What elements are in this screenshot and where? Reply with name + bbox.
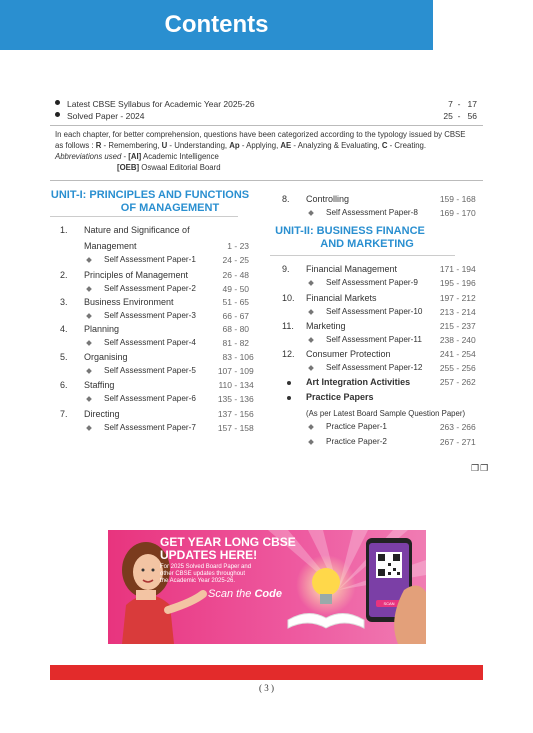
self-assessment-page-range: 169 - 170 — [436, 208, 484, 218]
page-to: 266 — [461, 422, 476, 432]
page-from: 195 — [439, 278, 454, 288]
unit1-heading — [50, 189, 250, 215]
ad-scan-text: Scan the Code — [208, 588, 282, 600]
page-to: 67 — [239, 311, 250, 321]
page-to: 109 — [239, 366, 254, 376]
page-from: 159 — [439, 194, 454, 204]
practice-paper-link[interactable]: Practice Paper-2 — [326, 437, 387, 446]
page-from: 68 — [222, 324, 232, 334]
page-from: 171 — [439, 264, 454, 274]
page-to: 50 — [239, 284, 250, 294]
page-to: 48 — [239, 270, 250, 280]
page-to: 82 — [239, 338, 250, 348]
diamond-bullet-icon — [308, 210, 314, 216]
practice-paper-page-range: 267 - 271 — [436, 437, 484, 447]
toc-page-range: 25 - 56 — [443, 111, 477, 121]
chapter-title[interactable]: Organising — [84, 352, 128, 362]
page-to: 23 — [239, 241, 250, 251]
page-from: 135 — [217, 394, 232, 404]
diamond-bullet-icon — [308, 280, 314, 286]
divider — [50, 125, 483, 126]
chapter-page-range: 215 - 237 — [436, 321, 484, 331]
diamond-bullet-icon — [308, 309, 314, 315]
page-to: 212 — [461, 293, 476, 303]
note-line: [OEB] Oswaal Editorial Board — [117, 163, 221, 172]
page-to: 25 — [239, 255, 250, 265]
page-from: 66 — [222, 311, 232, 321]
typology-note — [55, 129, 483, 173]
contents-banner — [0, 0, 433, 50]
self-assessment-link[interactable]: Self Assessment Paper-5 — [104, 366, 196, 375]
page-to: 237 — [461, 321, 476, 331]
page-from: 255 — [439, 363, 454, 373]
self-assessment-page-range: 49 - 50 — [214, 284, 260, 294]
diamond-bullet-icon — [308, 439, 314, 445]
page-from: 169 — [439, 208, 454, 218]
self-assessment-page-range: 157 - 158 — [214, 423, 260, 433]
page-to: 271 — [461, 437, 476, 447]
note-line: Abbreviations used - [AI] Academic Intelligence — [55, 152, 219, 161]
self-assessment-link[interactable]: Self Assessment Paper-8 — [326, 208, 418, 217]
page-from: 197 — [439, 293, 454, 303]
page-from: 267 — [439, 437, 454, 447]
chapter-page-range: 26 - 48 — [214, 270, 260, 280]
chapter-page-range: 171 - 194 — [436, 264, 484, 274]
chapter-title[interactable]: Nature and Significance of — [84, 225, 190, 235]
page-to: 168 — [461, 194, 476, 204]
chapter-number: 9. — [282, 264, 290, 274]
diamond-bullet-icon — [308, 365, 314, 371]
self-assessment-link[interactable]: Self Assessment Paper-1 — [104, 255, 196, 264]
chapter-title[interactable]: Financial Management — [306, 264, 398, 274]
chapter-page-range: 68 - 80 — [214, 324, 260, 334]
ad-body — [160, 564, 251, 585]
page-from: 1 — [227, 241, 232, 251]
chapter-title[interactable]: Staffing — [84, 380, 115, 390]
chapter-page-range: 137 - 156 — [214, 409, 260, 419]
self-assessment-link[interactable]: Self Assessment Paper-3 — [104, 311, 196, 320]
divider — [50, 180, 483, 181]
page-from: 238 — [439, 335, 454, 345]
ad-body-line: other CBSE updates throughout — [160, 571, 246, 577]
page-from: 83 — [222, 352, 232, 362]
self-assessment-page-range: 107 - 109 — [214, 366, 260, 376]
practice-paper-page-range: 263 - 266 — [436, 422, 484, 432]
chapter-page-range: 83 - 106 — [214, 352, 260, 362]
chapter-number: 1. — [60, 225, 68, 235]
page-to: 194 — [461, 264, 476, 274]
self-assessment-link[interactable]: Self Assessment Paper-2 — [104, 284, 196, 293]
ad-headline-line: GET YEAR LONG CBSE — [160, 535, 296, 549]
page-from: 49 — [222, 284, 232, 294]
divider — [50, 216, 238, 217]
self-assessment-link[interactable]: Self Assessment Paper-9 — [326, 278, 418, 287]
ad-headline — [160, 536, 296, 562]
page-to: 106 — [239, 352, 254, 362]
self-assessment-page-range: 213 - 214 — [436, 307, 484, 317]
self-assessment-page-range: 81 - 82 — [214, 338, 260, 348]
chapter-number: 8. — [282, 194, 290, 204]
page-to: 158 — [239, 423, 254, 433]
chapter-title[interactable]: Business Environment — [84, 297, 174, 307]
page-to: 170 — [461, 208, 476, 218]
chapter-number: 6. — [60, 380, 68, 390]
page-from: 107 — [217, 366, 232, 376]
self-assessment-page-range: 135 - 136 — [214, 394, 260, 404]
page-from: 263 — [439, 422, 454, 432]
chapter-page-range: 1 - 23 — [214, 241, 260, 251]
page-to: 254 — [461, 349, 476, 359]
chapter-title[interactable]: Management — [84, 241, 137, 251]
page-from: 215 — [439, 321, 454, 331]
ad-phone-scan-button: SCAN — [383, 601, 395, 606]
self-assessment-page-range: 238 - 240 — [436, 335, 484, 345]
practice-papers-note: (As per Latest Board Sample Question Paper) — [306, 409, 466, 418]
diamond-bullet-icon — [86, 257, 92, 263]
chapter-page-range: 159 - 168 — [436, 194, 484, 204]
cbse-updates-ad[interactable] — [108, 530, 426, 644]
chapter-title[interactable]: Directing — [84, 409, 120, 419]
page-from: 24 — [222, 255, 232, 265]
self-assessment-page-range: 24 - 25 — [214, 255, 260, 265]
chapter-title[interactable]: Marketing — [306, 321, 346, 331]
toc-page-range: 7 - 17 — [448, 99, 477, 109]
bullet-icon — [55, 100, 60, 105]
chapter-number: 11. — [282, 321, 294, 331]
page-title: Contents — [164, 11, 269, 38]
diamond-bullet-icon — [86, 396, 92, 402]
self-assessment-link[interactable]: Self Assessment Paper-4 — [104, 338, 196, 347]
chapter-title[interactable]: Planning — [84, 324, 120, 334]
chapter-number: 5. — [60, 352, 68, 362]
chapter-page-range: 241 - 254 — [436, 349, 484, 359]
diamond-bullet-icon — [86, 425, 92, 431]
page-to: 240 — [461, 335, 476, 345]
diamond-bullet-icon — [86, 313, 92, 319]
chapter-number: 2. — [60, 270, 68, 280]
bullet-icon — [287, 396, 291, 400]
diamond-bullet-icon — [308, 424, 314, 430]
footer-bar — [50, 665, 483, 680]
chapter-title[interactable]: Consumer Protection — [306, 349, 391, 359]
page-from: 51 — [222, 297, 232, 307]
page-from: 257 — [439, 377, 454, 387]
page-number: ( 3 ) — [259, 683, 274, 693]
unit2-heading-line: AND MARKETING — [320, 238, 414, 250]
chapter-title[interactable]: Financial Markets — [306, 293, 377, 303]
page-to: 65 — [239, 297, 250, 307]
page-from: 26 — [222, 270, 232, 280]
page-from: 81 — [222, 338, 232, 348]
self-assessment-page-range: 195 - 196 — [436, 278, 484, 288]
page-from: 157 — [217, 423, 232, 433]
note-line: In each chapter, for better comprehension, questions have been categorized according to the typology issued by CBSE — [55, 130, 466, 139]
divider — [270, 255, 455, 256]
chapter-number: 12. — [282, 349, 295, 359]
toc-item-label: Latest CBSE Syllabus for Academic Year 2025-26 — [67, 99, 255, 109]
art-integration-link[interactable]: Art Integration Activities — [306, 377, 411, 387]
page-from: 213 — [439, 307, 454, 317]
chapter-title[interactable]: Principles of Management — [84, 270, 189, 280]
page-from: 110 — [218, 380, 232, 390]
end-mark: ❒❒ — [471, 463, 490, 473]
page-to: 196 — [461, 278, 476, 288]
unit1-heading-line: OF MANAGEMENT — [120, 202, 220, 214]
page-to: 262 — [461, 377, 476, 387]
diamond-bullet-icon — [86, 286, 92, 292]
page-to: 256 — [461, 363, 476, 373]
self-assessment-link[interactable]: Self Assessment Paper-11 — [326, 335, 422, 344]
ad-body-line: For 2025 Solved Board Paper and — [160, 564, 252, 570]
page-from: 241 — [439, 349, 454, 359]
page-to: 136 — [239, 394, 254, 404]
bullet-icon — [55, 112, 60, 117]
ad-headline-line: UPDATES HERE! — [160, 548, 258, 562]
practice-paper-link[interactable]: Practice Paper-1 — [326, 422, 387, 431]
page-to: 80 — [239, 324, 250, 334]
practice-papers-heading: Practice Papers — [306, 392, 374, 402]
chapter-page-range: 197 - 212 — [436, 293, 484, 303]
ad-body-line: the Academic Year 2025-26. — [160, 578, 236, 584]
page-from: 137 — [217, 409, 232, 419]
self-assessment-page-range: 255 - 256 — [436, 363, 484, 373]
diamond-bullet-icon — [308, 337, 314, 343]
page-to: 134 — [239, 380, 254, 390]
art-integration-page-range: 257 - 262 — [436, 377, 484, 387]
chapter-number: 4. — [60, 324, 68, 334]
bullet-icon — [287, 381, 291, 385]
note-line: as follows : R - Remembering, U - Understanding, Ap - Applying, AE - Analyzing & Evaluating, C - Creating. — [55, 141, 427, 150]
self-assessment-link[interactable]: Self Assessment Paper-12 — [326, 363, 423, 372]
unit1-heading-line: UNIT-I: PRINCIPLES AND FUNCTIONS — [50, 189, 250, 201]
unit2-heading — [270, 225, 430, 251]
chapter-number: 10. — [282, 293, 295, 303]
self-assessment-link[interactable]: Self Assessment Paper-6 — [104, 394, 196, 403]
chapter-number: 7. — [60, 409, 68, 419]
chapter-number: 3. — [60, 297, 68, 307]
diamond-bullet-icon — [86, 340, 92, 346]
page-to: 156 — [239, 409, 254, 419]
chapter-title[interactable]: Controlling — [306, 194, 350, 204]
self-assessment-link[interactable]: Self Assessment Paper-10 — [326, 307, 423, 316]
toc-item-label: Solved Paper - 2024 — [67, 111, 145, 121]
page-to: 214 — [461, 307, 476, 317]
self-assessment-link[interactable]: Self Assessment Paper-7 — [104, 423, 196, 432]
self-assessment-page-range: 66 - 67 — [214, 311, 260, 321]
unit2-heading-line: UNIT-II: BUSINESS FINANCE — [275, 225, 425, 237]
chapter-page-range: 51 - 65 — [214, 297, 260, 307]
diamond-bullet-icon — [86, 368, 92, 374]
chapter-page-range: 110 - 134 — [214, 380, 260, 390]
